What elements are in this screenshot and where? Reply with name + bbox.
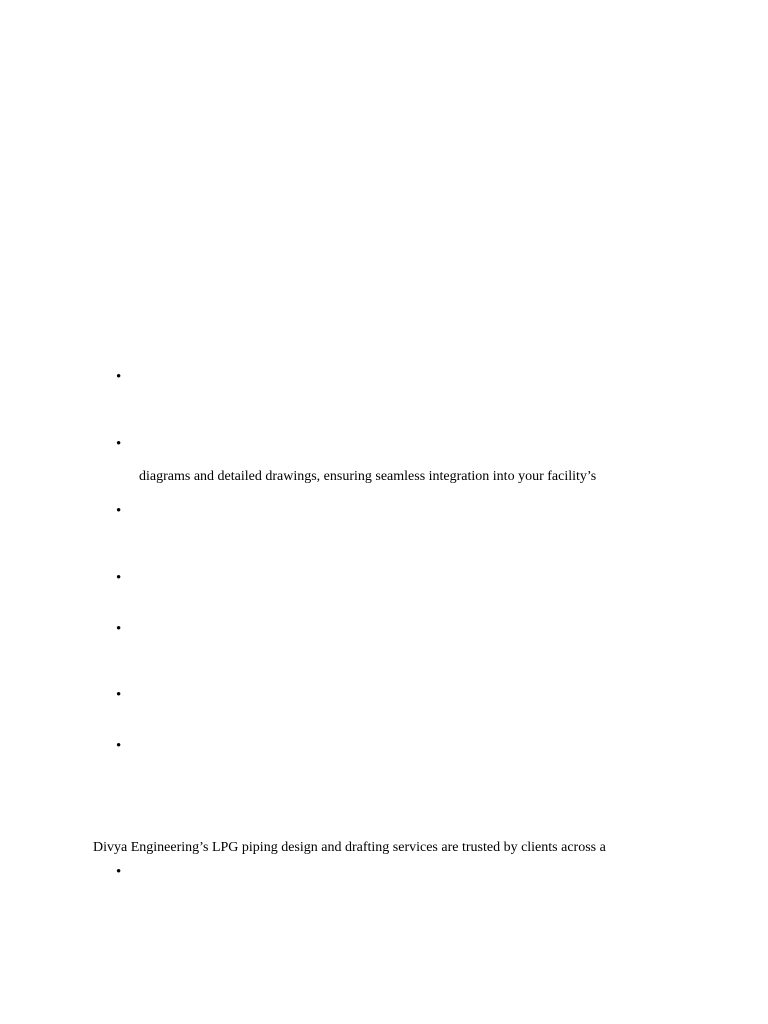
list-bullet: • xyxy=(116,503,122,519)
list-bullet: • xyxy=(116,687,122,703)
list-bullet: • xyxy=(116,369,122,385)
paragraph-line: Divya Engineering’s LPG piping design and drafting services are trusted by clients across a xyxy=(93,840,606,855)
list-bullet: • xyxy=(116,621,122,637)
list-bullet: • xyxy=(116,436,122,452)
list-bullet: • xyxy=(116,864,122,880)
list-bullet: • xyxy=(116,738,122,754)
list-bullet: • xyxy=(116,570,122,586)
text-line: diagrams and detailed drawings, ensuring seamless integration into your facility’s xyxy=(139,469,597,484)
